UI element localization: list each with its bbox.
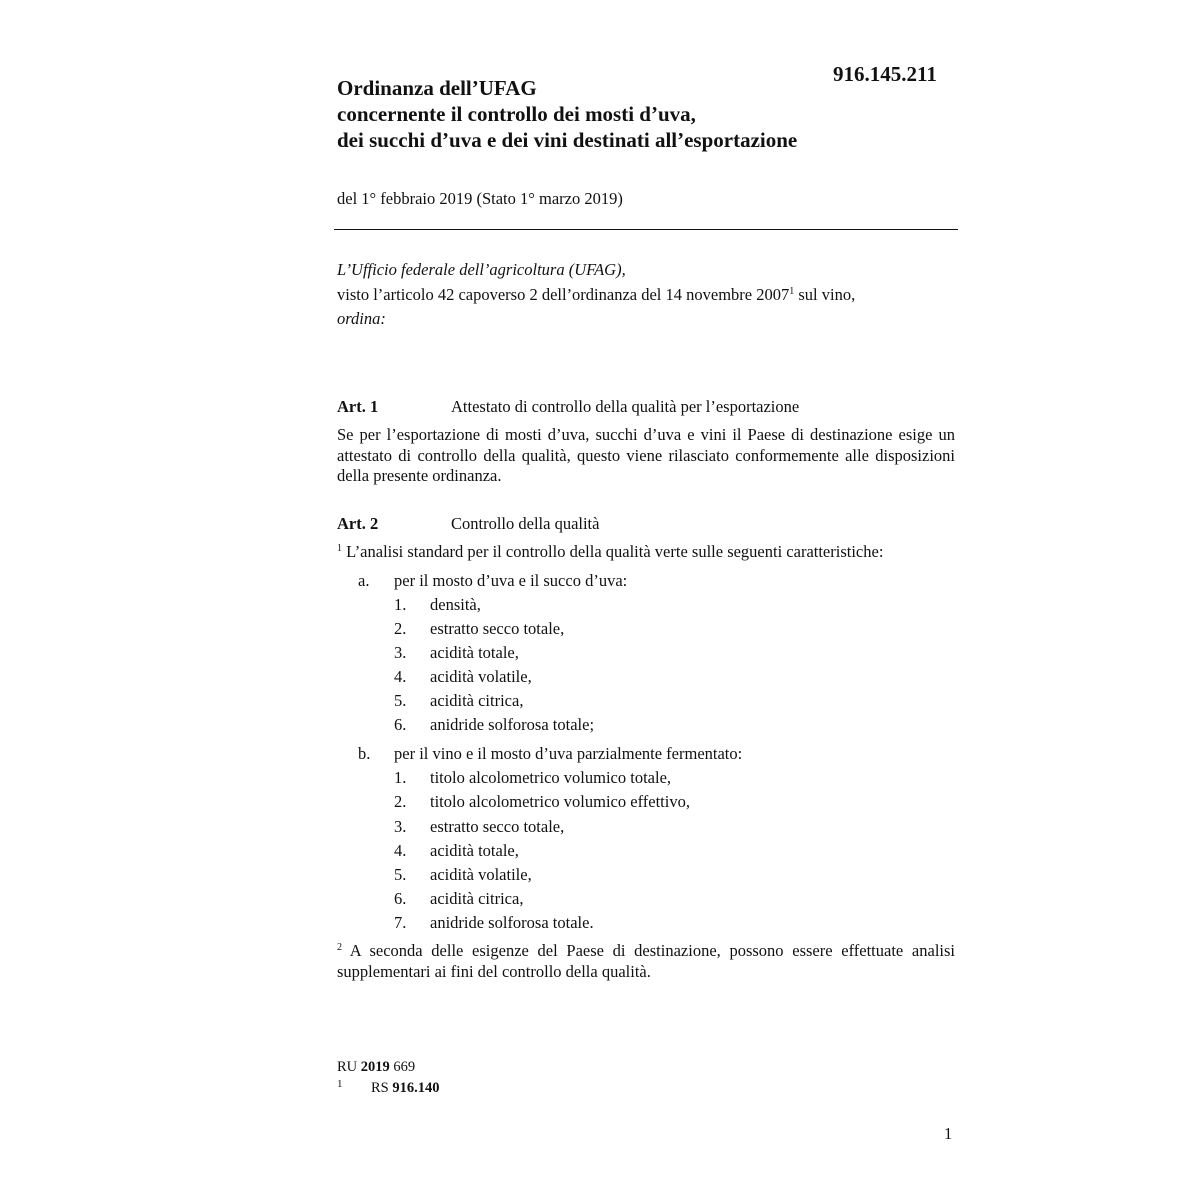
list-letter-a: a. [358,571,370,590]
paragraph-1-number: 1 [337,543,342,554]
list-a-item-num: 3. [394,643,407,662]
document-title [337,75,797,153]
title-line-3: dei succhi d’uva e dei vini destinati all’esportazione [337,128,798,152]
title-line-2: concernente il controllo dei mosti d’uva, [337,102,696,126]
list-a-item-num: 4. [394,667,407,686]
ru-year: 2019 [360,1059,390,1075]
paragraph-2-number: 2 [337,942,342,953]
preamble-authority: L’Ufficio federale dell’agricoltura (UFAG), [337,260,626,279]
article-2-heading: Controllo della qualità [451,514,600,533]
list-a-item: estratto secco totale, [430,619,565,638]
ru-page: 669 [389,1059,416,1075]
paragraph-1-text: L’analisi standard per il controllo della qualità verte sulle seguenti caratteristiche: [342,542,884,561]
list-b-item-num: 2. [394,792,407,811]
preamble-basis [337,283,957,308]
list-b-item-num: 4. [394,841,407,860]
list-a-item-num: 6. [394,715,407,734]
list-b-item: acidità volatile, [430,865,532,884]
list-b-item: titolo alcolometrico volumico totale, [430,768,672,787]
preamble-basis-end: sul vino, [794,284,856,304]
list-b-item: titolo alcolometrico volumico effettivo, [430,792,690,811]
list-b-item: acidità totale, [430,841,519,860]
sr-number: 916.145.211 [833,62,937,86]
preamble-order: ordina: [337,309,386,328]
list-a-item: anidride solforosa totale; [430,715,595,734]
list-a-item-num: 5. [394,691,407,710]
list-b-item-num: 1. [394,768,407,787]
list-a-item-num: 2. [394,619,407,638]
list-letter-b: b. [358,744,371,763]
article-1-number: Art. 1 [337,397,379,416]
paragraph-2-text: A seconda delle esigenze del Paese di destinazione, possono essere effettuate analisi supplementari ai fini del controllo della qualità. [337,941,955,981]
list-b-item-num: 5. [394,865,407,884]
article-2-paragraph-1 [337,542,883,562]
list-a-item-num: 1. [394,595,407,614]
list-b-text: per il vino e il mosto d’uva parzialmente fermentato: [394,744,743,763]
article-1-text: Se per l’esportazione di mosti d’uva, succhi d’uva e vini il Paese di destinazione esige un attestato di controllo della qualità, questo viene rilasciato conformemente alle disposizioni della presente ordinanza. [337,425,955,485]
ru-prefix: RU [337,1059,361,1075]
article-2-paragraph-2 [337,941,955,982]
list-a-item: acidità totale, [430,643,519,662]
list-a-item: densità, [430,595,481,614]
list-a-text: per il mosto d’uva e il succo d’uva: [394,571,628,590]
list-b-item: estratto secco totale, [430,817,565,836]
list-a-item: acidità volatile, [430,667,532,686]
list-a-item: acidità citrica, [430,691,524,710]
article-1-heading: Attestato di controllo della qualità per l’esportazione [451,397,800,416]
header-divider [334,229,958,230]
footnote-1-number: 1 [337,1078,343,1090]
preamble [337,258,957,332]
page-number: 1 [944,1124,953,1143]
footnote-1-link[interactable]: 916.140 [392,1080,440,1096]
official-collection-ref [337,1059,415,1076]
footnote-1-prefix: RS [371,1080,393,1096]
list-b-item: anidride solforosa totale. [430,913,594,932]
title-line-1: Ordinanza dell’UFAG [337,76,537,100]
article-2-number: Art. 2 [337,514,379,533]
article-2-header [337,514,599,534]
footnote-ref-1[interactable]: 1 [789,285,795,297]
list-b-item-num: 3. [394,817,407,836]
date-line: del 1° febbraio 2019 (Stato 1° marzo 2019) [337,189,623,208]
list-b-item-num: 7. [394,913,407,932]
list-b-item-num: 6. [394,889,407,908]
list-b-item: acidità citrica, [430,889,524,908]
article-1-header [337,397,799,417]
footnote-1 [371,1080,440,1097]
preamble-basis-text: visto l’articolo 42 capoverso 2 dell’ordinanza del 14 novembre 2007 [337,284,790,304]
